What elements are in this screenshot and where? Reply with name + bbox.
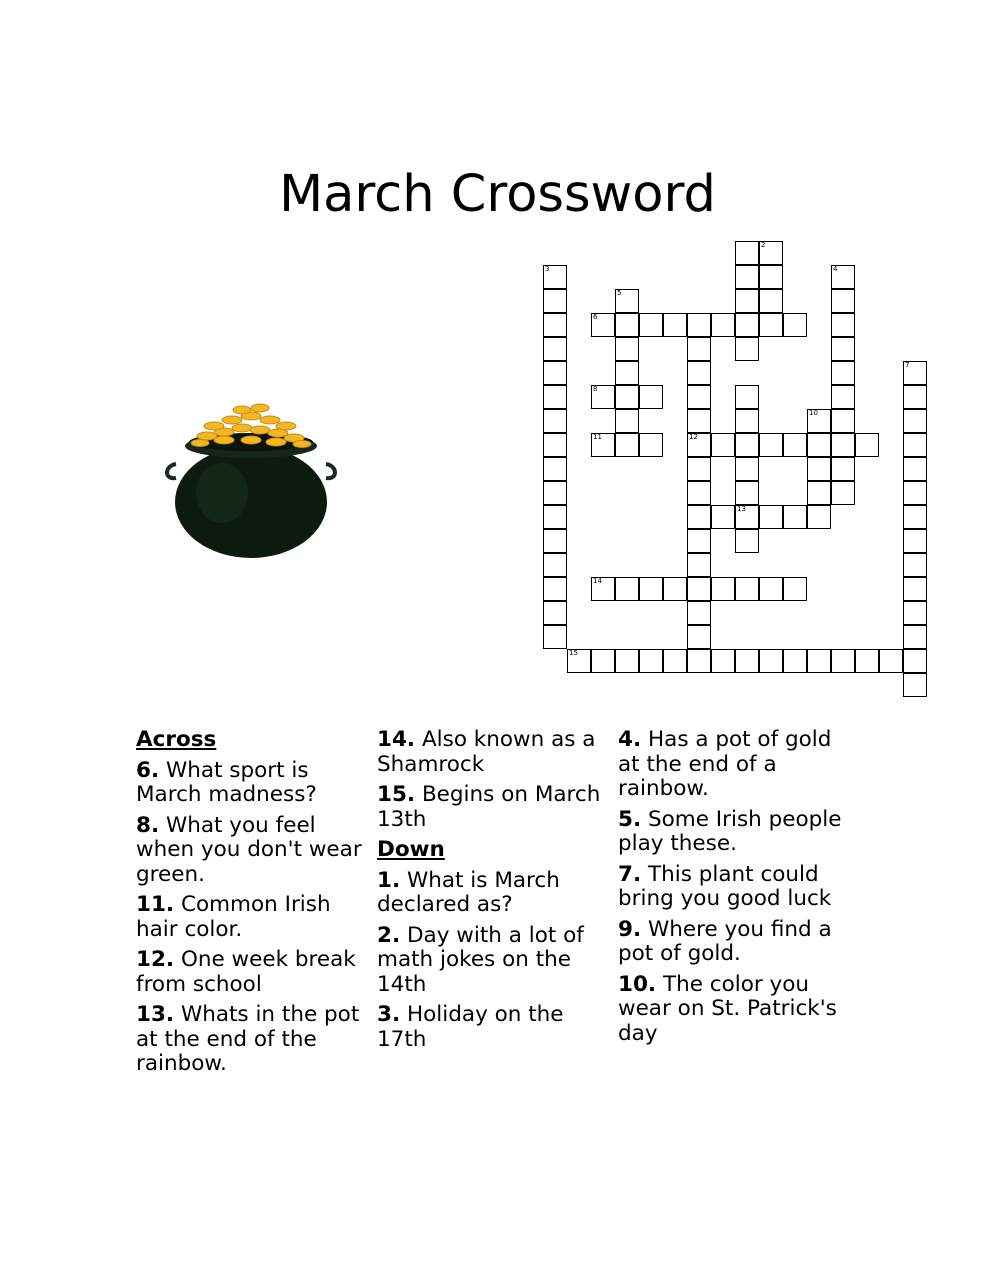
clues-column-2 xyxy=(377,728,617,1058)
grid-cell[interactable] xyxy=(687,433,711,457)
grid-cell[interactable] xyxy=(711,505,735,529)
grid-cell[interactable] xyxy=(687,649,711,673)
grid-cell[interactable] xyxy=(831,481,855,505)
across-clue-11: 11. Common Irish hair color. xyxy=(136,892,331,942)
grid-cell[interactable] xyxy=(615,577,639,601)
grid-cell[interactable] xyxy=(687,457,711,481)
grid-cell[interactable] xyxy=(567,649,591,673)
grid-cell[interactable] xyxy=(711,577,735,601)
across-clue-12: 12. One week break from school xyxy=(136,947,356,997)
grid-cell[interactable] xyxy=(687,529,711,553)
grid-cell[interactable] xyxy=(591,433,615,457)
grid-cell[interactable] xyxy=(903,481,927,505)
grid-cell[interactable] xyxy=(615,409,639,433)
grid-cell[interactable] xyxy=(735,505,759,529)
down-clue-1: 1. What is March declared as? xyxy=(377,867,560,917)
down-clue-5: 5. Some Irish people play these. xyxy=(618,806,842,856)
grid-cell[interactable] xyxy=(735,337,759,361)
grid-cell[interactable] xyxy=(615,433,639,457)
grid-cell[interactable] xyxy=(543,313,567,337)
grid-cell[interactable] xyxy=(903,385,927,409)
grid-cell[interactable] xyxy=(807,409,831,433)
clue-number: 11 xyxy=(593,433,602,441)
grid-cell[interactable] xyxy=(543,481,567,505)
grid-cell[interactable] xyxy=(831,289,855,313)
grid-cell[interactable] xyxy=(855,649,879,673)
grid-cell[interactable] xyxy=(663,313,687,337)
grid-cell[interactable] xyxy=(903,433,927,457)
grid-cell[interactable] xyxy=(759,505,783,529)
across-clue-13: 13. Whats in the pot at the end of the rainbow. xyxy=(136,1002,360,1076)
grid-cell[interactable] xyxy=(903,673,927,697)
grid-cell[interactable] xyxy=(543,361,567,385)
grid-cell[interactable] xyxy=(543,337,567,361)
grid-cell[interactable] xyxy=(687,313,711,337)
grid-cell[interactable] xyxy=(759,313,783,337)
grid-cell[interactable] xyxy=(591,385,615,409)
down-clue-7: 7. This plant could bring you good luck xyxy=(618,861,832,911)
grid-cell[interactable] xyxy=(711,433,735,457)
grid-cell[interactable] xyxy=(831,433,855,457)
grid-cell[interactable] xyxy=(687,361,711,385)
grid-cell[interactable] xyxy=(903,601,927,625)
grid-cell[interactable] xyxy=(543,505,567,529)
grid-cell[interactable] xyxy=(759,241,783,265)
grid-cell[interactable] xyxy=(639,433,663,457)
grid-cell[interactable] xyxy=(735,577,759,601)
down-clue-4: 4. Has a pot of gold at the end of a rainbow. xyxy=(618,727,832,801)
grid-cell[interactable] xyxy=(615,313,639,337)
grid-cell[interactable] xyxy=(663,577,687,601)
grid-cell[interactable] xyxy=(543,553,567,577)
grid-cell[interactable] xyxy=(735,457,759,481)
grid-cell[interactable] xyxy=(687,625,711,649)
grid-cell[interactable] xyxy=(807,457,831,481)
grid-cell[interactable] xyxy=(831,649,855,673)
across-clue-14: 14. Also known as a Shamrock xyxy=(377,727,596,777)
grid-cell[interactable] xyxy=(903,529,927,553)
grid-cell[interactable] xyxy=(903,409,927,433)
across-heading: Across xyxy=(136,727,217,752)
grid-cell[interactable] xyxy=(735,385,759,409)
clue-number: 14 xyxy=(593,577,602,585)
grid-cell[interactable] xyxy=(591,313,615,337)
clue-number: 10 xyxy=(809,409,818,417)
grid-cell[interactable] xyxy=(831,265,855,289)
grid-cell[interactable] xyxy=(543,289,567,313)
down-clue-2: 2. Day with a lot of math jokes on the 14th xyxy=(377,922,584,997)
clue-number: 4 xyxy=(833,265,838,273)
across-clue-6: 6. What sport is March madness? xyxy=(136,757,317,807)
grid-cell[interactable] xyxy=(735,409,759,433)
across-clue-15: 15. Begins on March 13th xyxy=(377,782,601,832)
grid-cell[interactable] xyxy=(903,553,927,577)
clues-column-3 xyxy=(618,728,858,1052)
grid-cell[interactable] xyxy=(639,313,663,337)
page-title: March Crossword xyxy=(279,165,716,224)
grid-cell[interactable] xyxy=(711,649,735,673)
grid-cell[interactable] xyxy=(615,385,639,409)
grid-cell[interactable] xyxy=(783,649,807,673)
grid-cell[interactable] xyxy=(879,649,903,673)
grid-cell[interactable] xyxy=(807,505,831,529)
grid-cell[interactable] xyxy=(831,337,855,361)
grid-cell[interactable] xyxy=(783,433,807,457)
grid-cell[interactable] xyxy=(615,361,639,385)
grid-cell[interactable] xyxy=(639,385,663,409)
grid-cell[interactable] xyxy=(903,457,927,481)
grid-cell[interactable] xyxy=(783,577,807,601)
clue-number: 5 xyxy=(617,289,622,297)
clue-number: 15 xyxy=(569,649,578,657)
grid-cell[interactable] xyxy=(687,481,711,505)
grid-cell[interactable] xyxy=(735,649,759,673)
clue-number: 7 xyxy=(905,361,910,369)
clue-number: 8 xyxy=(593,385,598,393)
grid-cell[interactable] xyxy=(831,385,855,409)
grid-cell[interactable] xyxy=(615,289,639,313)
grid-cell[interactable] xyxy=(687,409,711,433)
grid-cell[interactable] xyxy=(735,313,759,337)
grid-cell[interactable] xyxy=(831,409,855,433)
grid-cell[interactable] xyxy=(663,649,687,673)
clue-number: 3 xyxy=(545,265,550,273)
grid-cell[interactable] xyxy=(543,577,567,601)
grid-cell[interactable] xyxy=(735,433,759,457)
grid-cell[interactable] xyxy=(687,385,711,409)
grid-cell[interactable] xyxy=(735,289,759,313)
grid-cell[interactable] xyxy=(807,481,831,505)
grid-cell[interactable] xyxy=(903,361,927,385)
grid-cell[interactable] xyxy=(687,505,711,529)
grid-cell[interactable] xyxy=(735,481,759,505)
grid-cell[interactable] xyxy=(759,649,783,673)
grid-cell[interactable] xyxy=(759,433,783,457)
across-clue-8: 8. What you feel when you don't wear green. xyxy=(136,812,362,887)
grid-cell[interactable] xyxy=(615,649,639,673)
grid-cell[interactable] xyxy=(903,649,927,673)
grid-cell[interactable] xyxy=(543,265,567,289)
grid-cell[interactable] xyxy=(687,577,711,601)
grid-cell[interactable] xyxy=(711,313,735,337)
grid-cell[interactable] xyxy=(591,649,615,673)
grid-cell[interactable] xyxy=(903,505,927,529)
grid-cell[interactable] xyxy=(903,625,927,649)
grid-cell[interactable] xyxy=(855,433,879,457)
grid-cell[interactable] xyxy=(807,649,831,673)
grid-cell[interactable] xyxy=(759,289,783,313)
grid-cell[interactable] xyxy=(783,313,807,337)
clue-number: 12 xyxy=(689,433,698,441)
grid-cell[interactable] xyxy=(615,337,639,361)
grid-cell[interactable] xyxy=(807,433,831,457)
grid-cell[interactable] xyxy=(591,577,615,601)
down-clue-9: 9. Where you find a pot of gold. xyxy=(618,916,832,966)
grid-cell[interactable] xyxy=(831,457,855,481)
down-clue-3: 3. Holiday on the 17th xyxy=(377,1002,564,1052)
grid-cell[interactable] xyxy=(687,601,711,625)
grid-cell[interactable] xyxy=(543,601,567,625)
clue-number: 13 xyxy=(737,505,746,513)
grid-cell[interactable] xyxy=(783,505,807,529)
grid-cell[interactable] xyxy=(687,337,711,361)
grid-cell[interactable] xyxy=(735,529,759,553)
grid-cell[interactable] xyxy=(735,265,759,289)
grid-cell[interactable] xyxy=(543,409,567,433)
grid-cell[interactable] xyxy=(687,553,711,577)
clue-number: 2 xyxy=(761,241,766,249)
grid-cell[interactable] xyxy=(543,625,567,649)
grid-cell[interactable] xyxy=(759,265,783,289)
down-clue-10: 10. The color you wear on St. Patrick's day xyxy=(618,971,837,1046)
clue-number: 6 xyxy=(593,313,598,321)
clues-column-1 xyxy=(136,728,376,1083)
grid-cell[interactable] xyxy=(639,577,663,601)
down-heading: Down xyxy=(377,837,445,862)
grid-cell[interactable] xyxy=(735,241,759,265)
grid-cell[interactable] xyxy=(543,433,567,457)
grid-cell[interactable] xyxy=(543,385,567,409)
grid-cell[interactable] xyxy=(759,577,783,601)
grid-cell[interactable] xyxy=(639,649,663,673)
grid-cell[interactable] xyxy=(831,361,855,385)
grid-cell[interactable] xyxy=(903,577,927,601)
grid-cell[interactable] xyxy=(543,529,567,553)
grid-cell[interactable] xyxy=(831,313,855,337)
grid-cell[interactable] xyxy=(543,457,567,481)
